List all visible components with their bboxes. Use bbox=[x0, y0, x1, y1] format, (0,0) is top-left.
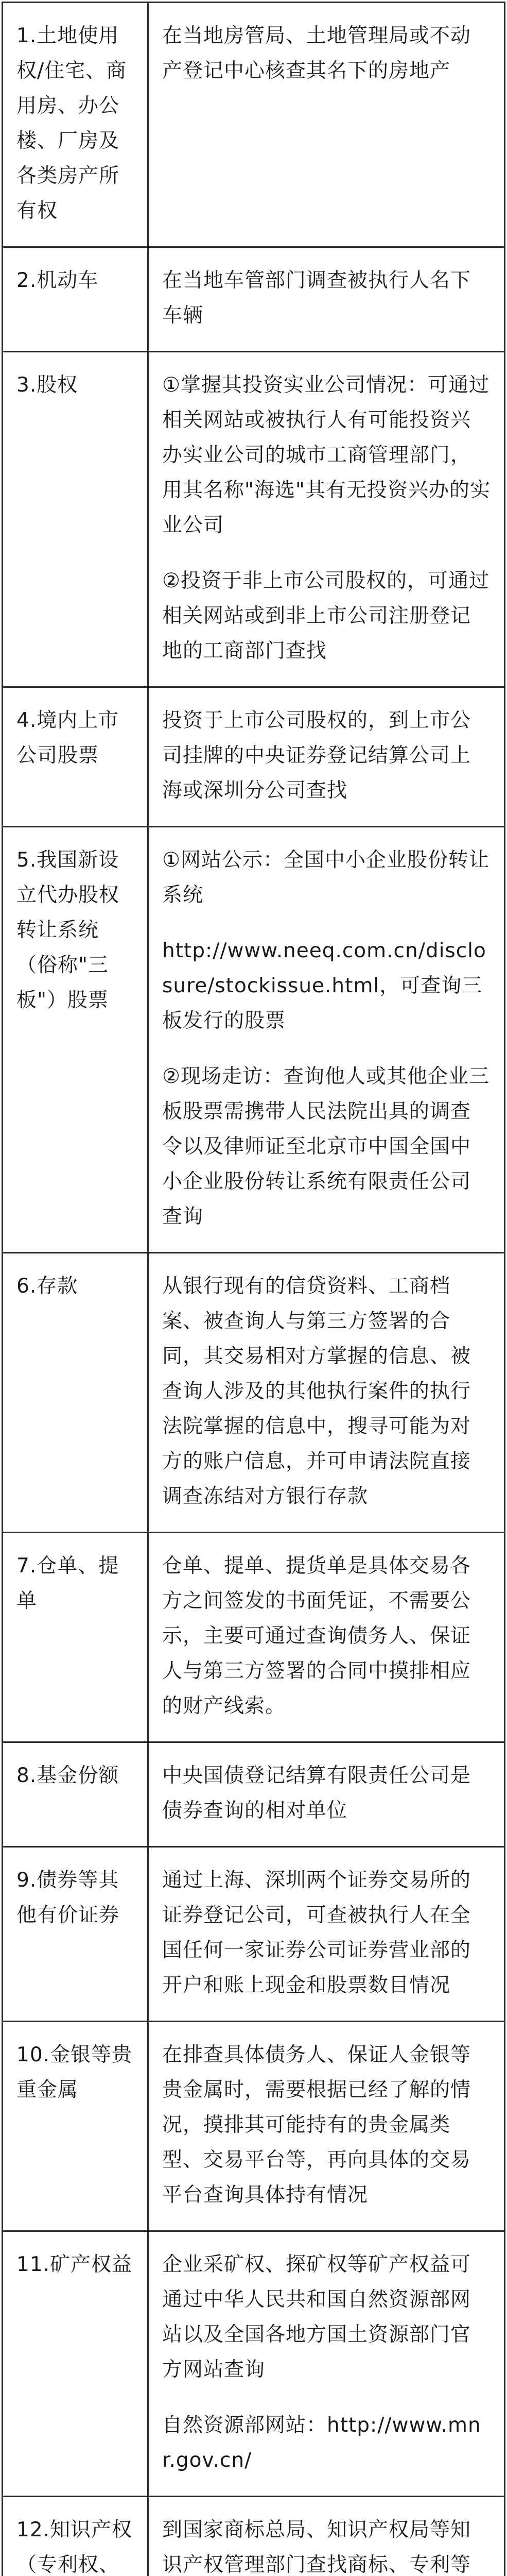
search-method-paragraph: ①掌握其投资实业公司情况：可通过相关网站或被执行人有可能投资兴办实业公司的城市工商管理部门，用其名称"海选"其有无投资兴办的实业公司 bbox=[162, 374, 491, 537]
search-method-paragraph: 从银行现有的信贷资料、工商档案、被查询人与第三方签署的合同，其交易相对方掌握的信息、被查询人涉及的其他执行案件的执行法院掌握的信息中，搜寻可能为对方的账户信息，并可申请法院直接调查冻结对方银行存款 bbox=[162, 1275, 471, 1508]
asset-type-cell: 3.股权 bbox=[3, 352, 148, 687]
search-method-cell bbox=[148, 1533, 505, 1742]
search-method-paragraph: ②现场走访：查询他人或其他企业三板股票需携带人民法院出具的调查令以及律师证至北京市中国全国中小企业股份转让系统有限责任公司查询 bbox=[162, 1065, 489, 1228]
search-method-paragraph: 通过上海、深圳两个证券交易所的证券登记公司，可查被执行人在全国任何一家证券公司证券营业部的开户和账上现金和股票数目情况 bbox=[162, 1869, 471, 1997]
asset-type-cell: 4.境内上市公司股票 bbox=[3, 687, 148, 827]
table-row bbox=[3, 247, 505, 352]
search-method-cell bbox=[148, 2231, 505, 2497]
search-method-paragraph: 到国家商标总局、知识产权局等知识产权管理部门查找商标、专利等 bbox=[162, 2518, 471, 2576]
table-row bbox=[3, 1253, 505, 1533]
asset-type-cell: 11.矿产权益 bbox=[3, 2231, 148, 2497]
search-method-paragraph: ①网站公示：全国中小企业股份转让系统 bbox=[162, 849, 489, 907]
search-method-cell bbox=[148, 1847, 505, 2022]
asset-type-cell: 2.机动车 bbox=[3, 247, 148, 352]
table-row bbox=[3, 2022, 505, 2231]
table-row bbox=[3, 1533, 505, 1742]
asset-type-cell: 12.知识产权（专利权、 bbox=[3, 2497, 148, 2576]
search-method-cell bbox=[148, 687, 505, 827]
table-row bbox=[3, 1742, 505, 1847]
search-method-paragraph: 中央国债登记结算有限责任公司是债券查询的相对单位 bbox=[162, 1764, 471, 1822]
asset-type-cell: 7.仓单、提单 bbox=[3, 1533, 148, 1742]
table-row bbox=[3, 2497, 505, 2576]
table-body bbox=[3, 3, 505, 2576]
asset-type-cell: 1.土地使用权/住宅、商用房、办公楼、厂房及各类房产所有权 bbox=[3, 3, 148, 247]
search-method-paragraph: http://www.neeq.com.cn/disclosure/stockissue.html，可查询三板发行的股票 bbox=[162, 939, 486, 1032]
asset-type-cell: 9.债券等其他有价证券 bbox=[3, 1847, 148, 2022]
asset-type-cell: 10.金银等贵重金属 bbox=[3, 2022, 148, 2231]
search-method-cell bbox=[148, 2497, 505, 2576]
search-method-paragraph: 仓单、提单、提货单是具体交易各方之间签发的书面凭证，不需要公示，主要可通过查询债务人、保证人与第三方签署的合同中摸排相应的财产线索。 bbox=[162, 1554, 471, 1718]
search-method-cell bbox=[148, 247, 505, 352]
search-method-paragraph: 企业采矿权、探矿权等矿产权益可通过中华人民共和国自然资源部网站以及全国各地方国土资源部门官方网站查询 bbox=[162, 2253, 471, 2381]
asset-search-table bbox=[2, 2, 505, 2576]
search-method-paragraph: ②投资于非上市公司股权的，可通过相关网站或到非上市公司注册登记地的工商部门查找 bbox=[162, 569, 489, 663]
search-method-cell bbox=[148, 1742, 505, 1847]
search-method-cell bbox=[148, 3, 505, 247]
table-row bbox=[3, 352, 505, 687]
table-row bbox=[3, 2231, 505, 2497]
search-method-paragraph: 在当地车管部门调查被执行人名下车辆 bbox=[162, 269, 471, 327]
search-method-cell bbox=[148, 352, 505, 687]
search-method-paragraph: 投资于上市公司股权的，到上市公司挂牌的中央证券登记结算公司上海或深圳分公司查找 bbox=[162, 709, 471, 802]
search-method-cell bbox=[148, 2022, 505, 2231]
table-row bbox=[3, 1847, 505, 2022]
asset-type-cell: 8.基金份额 bbox=[3, 1742, 148, 1847]
table-row bbox=[3, 687, 505, 827]
search-method-cell bbox=[148, 827, 505, 1253]
search-method-cell bbox=[148, 1253, 505, 1533]
search-method-paragraph: 自然资源部网站：http://www.mnr.gov.cn/ bbox=[162, 2414, 481, 2472]
search-method-paragraph: 在排查具体债务人、保证人金银等贵金属时，需要根据已经了解的情况，摸排其可能持有的贵金属类型、交易平台等，再向具体的交易平台查询具体持有情况 bbox=[162, 2043, 471, 2207]
asset-type-cell: 6.存款 bbox=[3, 1253, 148, 1533]
asset-type-cell: 5.我国新设立代办股权转让系统（俗称"三板"）股票 bbox=[3, 827, 148, 1253]
table-row bbox=[3, 3, 505, 247]
table-row bbox=[3, 827, 505, 1253]
search-method-paragraph: 在当地房管局、土地管理局或不动产登记中心核查其名下的房地产 bbox=[162, 24, 471, 82]
